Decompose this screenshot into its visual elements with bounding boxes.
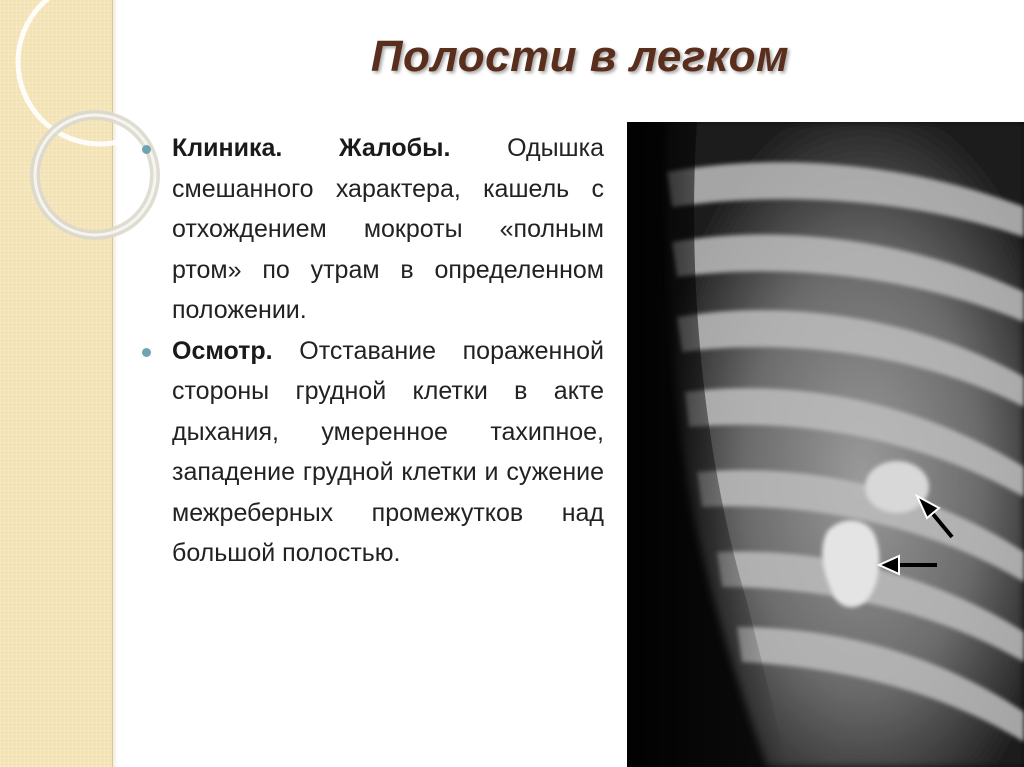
slide-title: Полости в легком — [370, 32, 790, 81]
bullet-examination — [138, 331, 604, 574]
bullet-text: Отставание пораженной стороны грудной клетки в акте дыхания, умеренное тахипное, западение грудной клетки и сужение межреберных промежутков над большой полостью. — [172, 336, 604, 567]
bullet-heading: Клиника. Жалобы. — [172, 134, 451, 162]
bullet-dot-icon — [142, 348, 151, 357]
bullet-text: Одышка смешанного характера, кашель с отхождением мокроты «полным ртом» по утрам в определенном положении. — [172, 134, 605, 324]
bullet-heading: Осмотр. — [172, 336, 273, 365]
chest-xray-image — [627, 122, 1024, 767]
bullet-list — [138, 128, 604, 574]
bullet-dot-icon — [142, 145, 151, 154]
bullet-complaints — [138, 128, 604, 331]
